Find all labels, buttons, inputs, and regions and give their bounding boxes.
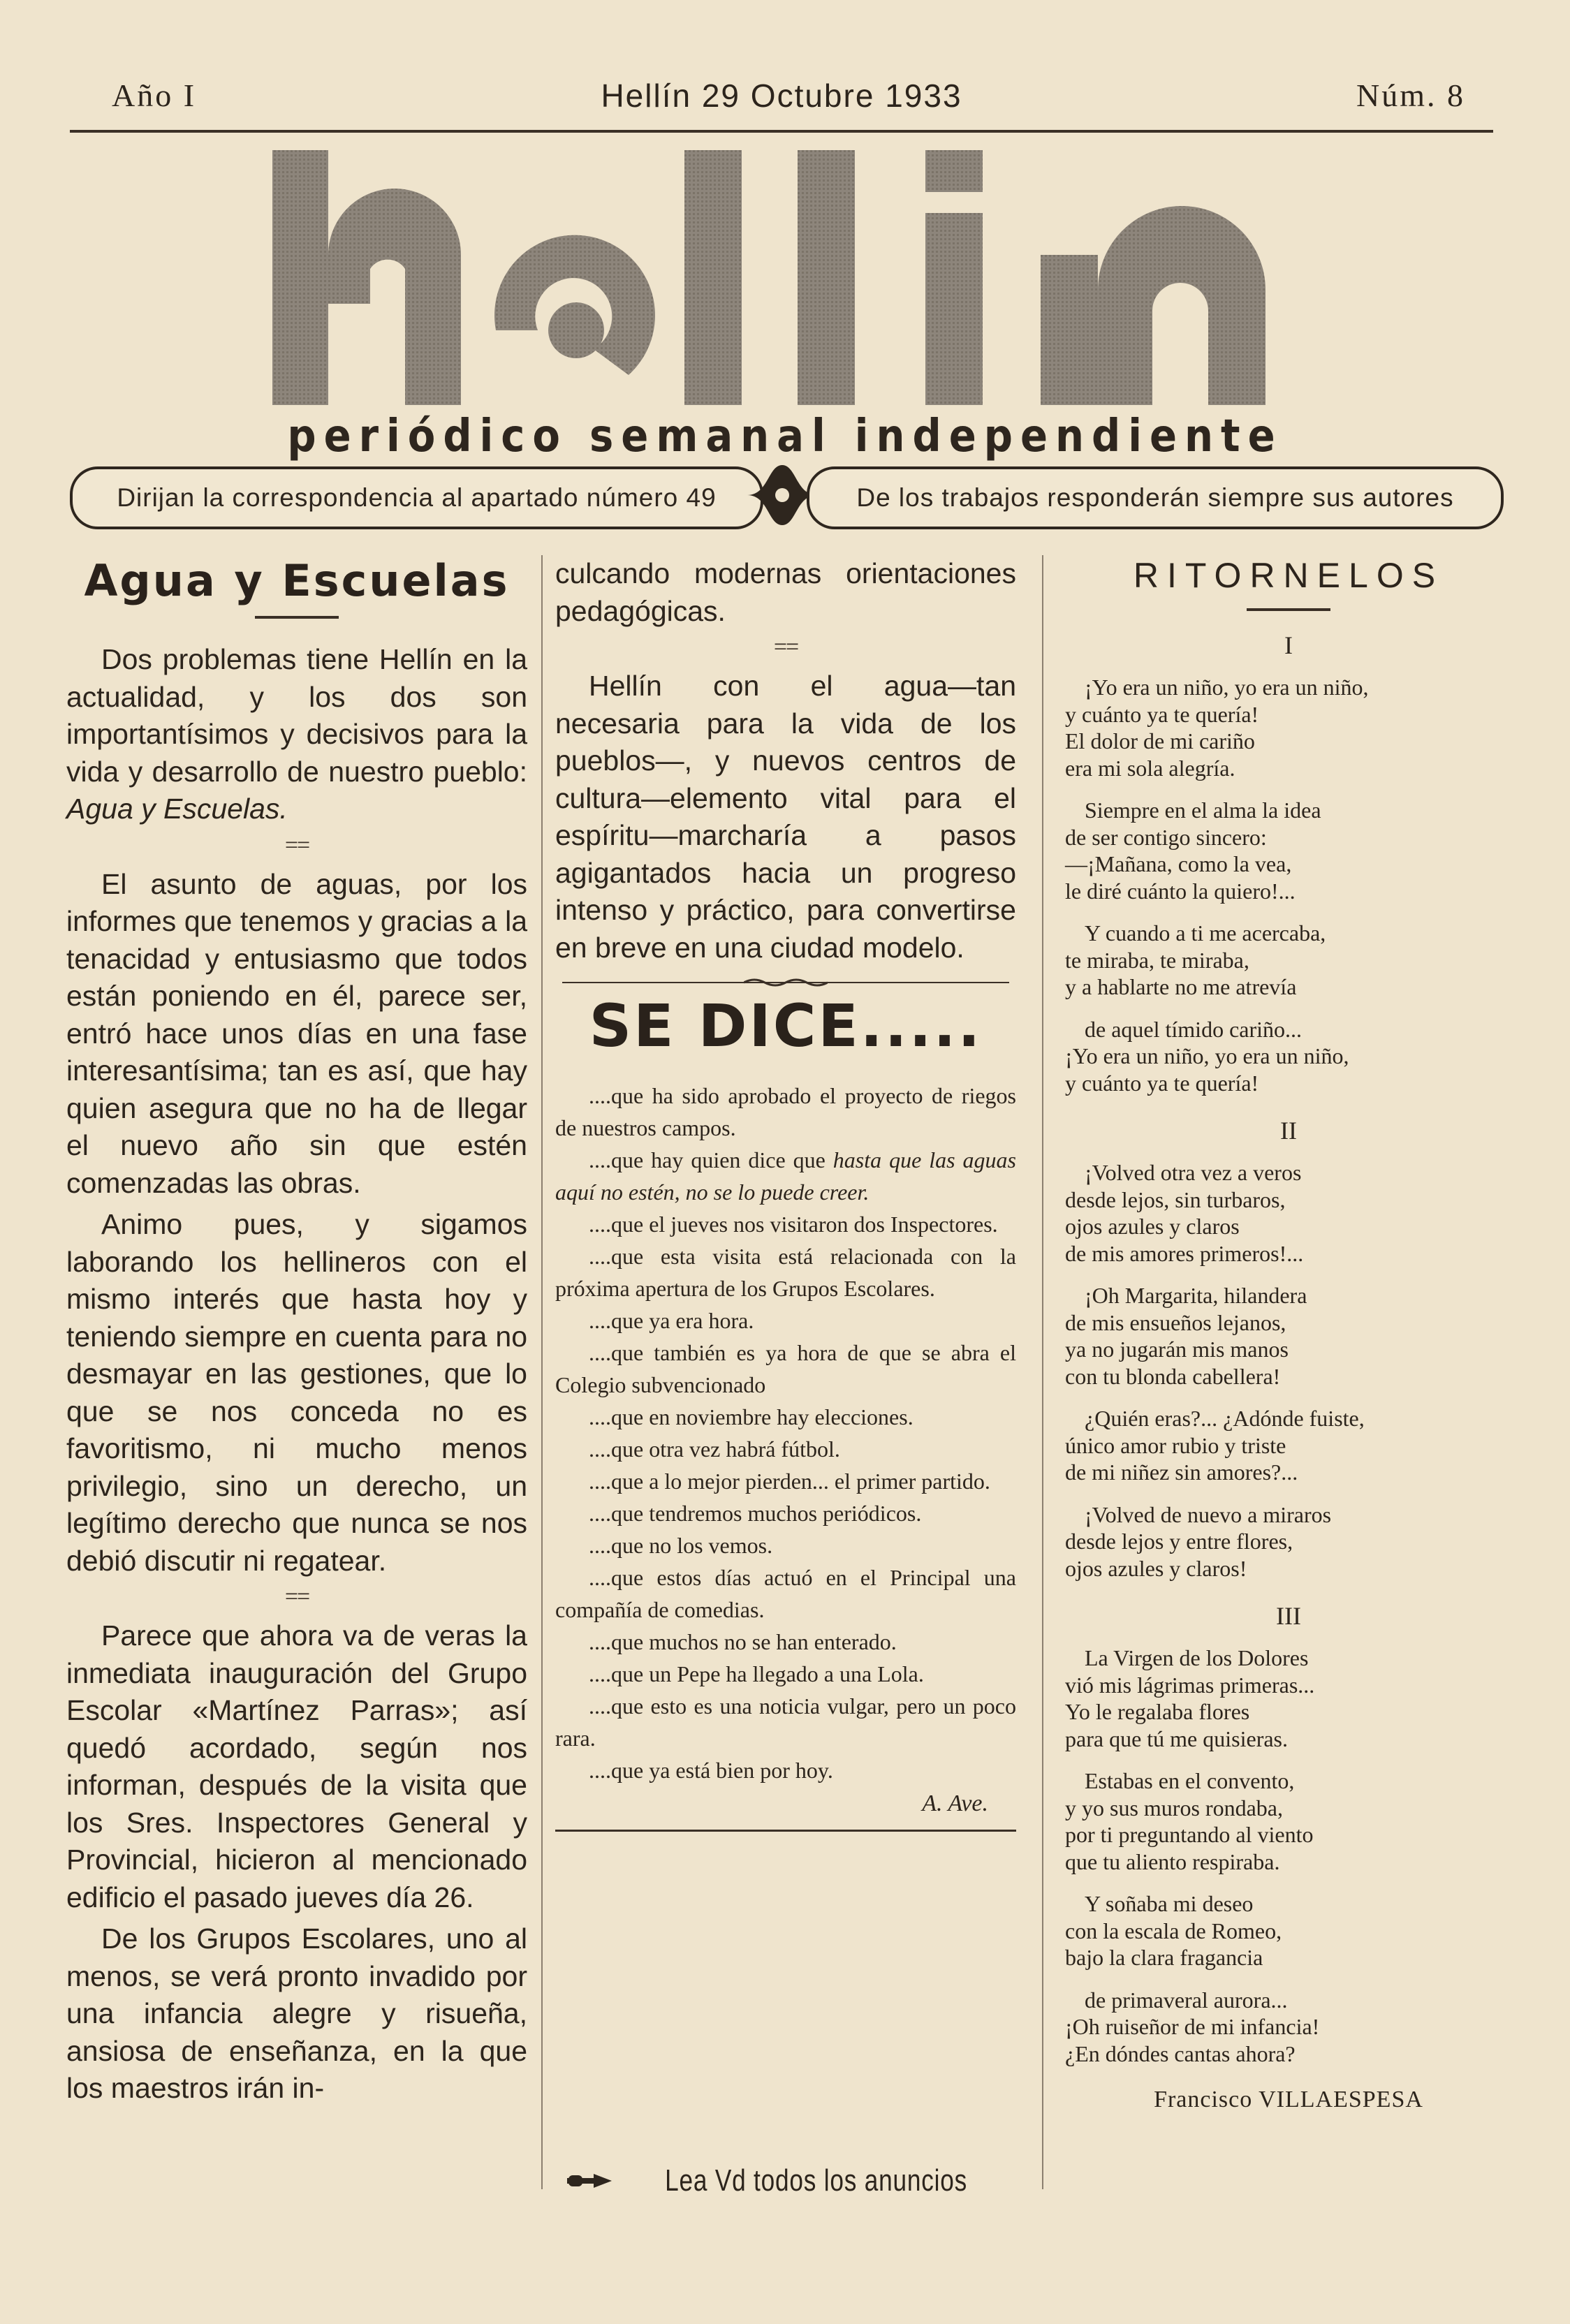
pointing-hand-icon bbox=[566, 2168, 615, 2193]
poem-line: El dolor de mi cariño bbox=[1065, 728, 1255, 753]
poem-line: le diré cuánto la quiero!... bbox=[1065, 878, 1296, 904]
se-dice-item bbox=[555, 1658, 1016, 1690]
se-dice-item bbox=[555, 1144, 1016, 1208]
se-dice-item bbox=[555, 1208, 1016, 1240]
poem-stanza bbox=[1065, 1645, 1512, 1752]
poem-line: ¡Yo era un niño, yo era un niño, bbox=[1085, 675, 1369, 700]
poem-line: ¡Volved de nuevo a miraros bbox=[1085, 1501, 1332, 1527]
se-dice-item bbox=[555, 1465, 1016, 1497]
item-text: ....que ha sido aprobado el proyecto de riegos de nuestros campos. bbox=[555, 1083, 1016, 1140]
column-agua-escuelas bbox=[66, 555, 527, 2112]
poem-line: y cuánto ya te quería! bbox=[1065, 1070, 1259, 1096]
article-paragraph: Hellín con el agua—tan necesaria para la vida de los pueblos—, y nuevos centros de cultura—elemento vital para el espíritu—marcharía a pasos agigantados hacia un progreso intenso y práctico, para convertirse en breve en una ciudad modelo. bbox=[555, 670, 1016, 964]
poem-line: Yo le regalaba flores bbox=[1065, 1699, 1250, 1724]
item-emphasis: hasta que las aguas aquí no estén, no se lo puede creer. bbox=[555, 1147, 1017, 1205]
poem-line: desde lejos y entre flores, bbox=[1065, 1529, 1293, 1554]
item-text: ....que no los vemos. bbox=[589, 1533, 773, 1558]
poem-stanza bbox=[1065, 920, 1512, 1001]
article-paragraph: De los Grupos Escolares, uno al menos, se verá pronto invadido por una infancia alegre y risueña, ansiosa de enseñanza, en la que los maestros irán in- bbox=[66, 1922, 527, 2104]
poem-line: Y soñaba mi deseo bbox=[1085, 1891, 1254, 1916]
poem-stanza bbox=[1065, 1890, 1512, 1971]
rule-ornament-icon bbox=[744, 977, 828, 988]
poem-line: con tu blonda cabellera! bbox=[1065, 1363, 1281, 1389]
se-dice-item bbox=[555, 1304, 1016, 1337]
poem-line: ojos azules y claros bbox=[1065, 1214, 1240, 1239]
separator: == bbox=[284, 1584, 309, 1610]
header-line bbox=[70, 77, 1493, 119]
separator: == bbox=[284, 832, 309, 858]
se-dice-item bbox=[555, 1433, 1016, 1465]
poem-line: La Virgen de los Dolores bbox=[1085, 1645, 1309, 1670]
poem-line: te miraba, te miraba, bbox=[1065, 947, 1249, 973]
poem-line: de mis ensueños lejanos, bbox=[1065, 1309, 1286, 1335]
poem-stanza bbox=[1065, 1405, 1512, 1486]
poem-line: ¿En dóndes cantas ahora? bbox=[1065, 2040, 1296, 2066]
item-text: ....que el jueves nos visitaron dos Inspectores. bbox=[589, 1212, 998, 1237]
item-text: ....que ya era hora. bbox=[589, 1308, 754, 1333]
masthead-letters bbox=[265, 150, 1292, 409]
item-text: ....que tendremos muchos periódicos. bbox=[589, 1501, 922, 1526]
article-paragraph: Parece que ahora va de veras la inmediata inauguración del Grupo Escolar «Martínez Parras»; así quedó acordado, según nos informan, después de la visita que los Sres. Inspectores General y Provincial, hicieron al mencionado edificio el pasado jueves día 26. bbox=[66, 1619, 527, 1913]
poem-line: de primaveral aurora... bbox=[1085, 1987, 1288, 2013]
poem-line: desde lejos, sin turbaros, bbox=[1065, 1186, 1286, 1212]
poem-stanza bbox=[1065, 674, 1512, 781]
issue-number: Núm. 8 bbox=[1356, 78, 1465, 113]
banner-correspondence: Dirijan la correspondencia al apartado número 49 bbox=[70, 466, 763, 529]
poem-line: ¡Oh ruiseñor de mi infancia! bbox=[1065, 2014, 1320, 2039]
poem-line: ¿Quién eras?... ¿Adónde fuiste, bbox=[1085, 1406, 1365, 1431]
item-text: ....que muchos no se han enterado. bbox=[589, 1629, 897, 1654]
poem-line: —¡Mañana, como la vea, bbox=[1065, 851, 1292, 876]
poem-line: ¡Volved otra vez a veros bbox=[1085, 1160, 1302, 1185]
poem-line: que tu aliento respiraba. bbox=[1065, 1848, 1280, 1874]
se-dice-item bbox=[555, 1240, 1016, 1304]
poem-line: para que tú me quisieras. bbox=[1065, 1726, 1288, 1751]
poem-section-numeral: II bbox=[1280, 1117, 1297, 1145]
poem-author: Francisco VILLAESPESA bbox=[1154, 2087, 1423, 2112]
se-dice-item bbox=[555, 1561, 1016, 1626]
poem-stanza bbox=[1065, 1987, 1512, 2068]
se-dice-item bbox=[555, 1626, 1016, 1658]
poem-stanza bbox=[1065, 1767, 1512, 1875]
column-ritornelos bbox=[1065, 555, 1512, 2113]
poem-body bbox=[1065, 631, 1512, 2067]
column-divider bbox=[541, 555, 543, 2189]
se-dice-title: SE DICE..... bbox=[589, 992, 983, 1060]
se-dice-item bbox=[555, 1690, 1016, 1754]
se-dice-signature: A. Ave. bbox=[922, 1790, 988, 1816]
ad-text: Lea Vd todos los anuncios bbox=[665, 2163, 968, 2198]
item-text: ....que otra vez habrá fútbol. bbox=[589, 1436, 840, 1462]
banner-authors: De los trabajos responderán siempre sus autores bbox=[807, 466, 1504, 529]
article-paragraph: El asunto de aguas, por los informes que tenemos y gracias a la tenacidad y entusiasmo que todos están poniendo en él, parece ser, entró hace unos días en una fase interesantísima; tan es así, que hay quien asegura que no ha de llegar el nuevo año sin que estén comenzadas las obras. bbox=[66, 867, 527, 1199]
article-title: Agua y Escuelas bbox=[84, 555, 510, 606]
se-dice-item bbox=[555, 1529, 1016, 1561]
title-rule bbox=[255, 616, 339, 619]
item-text: ....que ya está bien por hoy. bbox=[589, 1758, 833, 1783]
poem-stanza bbox=[1065, 1159, 1512, 1267]
poem-line: por ti preguntando al viento bbox=[1065, 1822, 1314, 1847]
masthead-logo bbox=[265, 150, 1292, 409]
se-dice-item bbox=[555, 1337, 1016, 1401]
poem-line: ¡Oh Margarita, hilandera bbox=[1085, 1283, 1307, 1308]
item-text: ....que en noviembre hay elecciones. bbox=[589, 1404, 914, 1429]
poem-line: de aquel tímido cariño... bbox=[1085, 1016, 1303, 1042]
se-dice-item bbox=[555, 1497, 1016, 1529]
poem-line: era mi sola alegría. bbox=[1065, 755, 1235, 781]
poem-stanza bbox=[1065, 1016, 1512, 1097]
poem-line: ya no jugarán mis manos bbox=[1065, 1337, 1289, 1362]
issue-year: Año I bbox=[112, 78, 197, 113]
poem-line: único amor rubio y triste bbox=[1065, 1432, 1286, 1458]
poem-line: Estabas en el convento, bbox=[1085, 1768, 1295, 1793]
poem-line: de mi niñez sin amores?... bbox=[1065, 1459, 1298, 1485]
article-paragraph: culcando modernas orientaciones pedagógicas. bbox=[555, 557, 1016, 627]
poem-line: con la escala de Romeo, bbox=[1065, 1918, 1282, 1943]
item-text: ....que estos días actuó en el Principal una compañía de comedias. bbox=[555, 1565, 1016, 1622]
poem-line: ojos azules y claros! bbox=[1065, 1555, 1247, 1581]
column-continuation bbox=[555, 555, 1016, 1832]
article-paragraph: Animo pues, y sigamos laborando los hellineros con el mismo interés que hasta hoy y teniendo siempre en cuenta para no desmayar en las gestiones, que lo que se nos conceda no es favoritismo, ni mucho menos privilegio, sino un derecho, un legítimo derecho que nunca se nos debió discutir ni regatear. bbox=[66, 1208, 527, 1577]
poem-line: de ser contigo sincero: bbox=[1065, 824, 1267, 850]
poem-section-numeral: I bbox=[1284, 631, 1293, 659]
item-text: ....que también es ya hora de que se abra el Colegio subvencionado bbox=[555, 1340, 1016, 1397]
section-rule bbox=[562, 982, 1009, 983]
poem-line: y cuánto ya te quería! bbox=[1065, 701, 1259, 727]
item-text: ....que esta visita está relacionada con la próxima apertura de los Grupos Escolares. bbox=[555, 1244, 1016, 1301]
item-text: ....que esto es una noticia vulgar, pero un poco rara. bbox=[555, 1693, 1016, 1751]
poem-line: vió mis lágrimas primeras... bbox=[1065, 1672, 1315, 1698]
poem-stanza bbox=[1065, 1282, 1512, 1390]
paragraph-text: Dos problemas tiene Hellín en la actualidad, y los dos son importantísimos y decisivos para la vida y desarrollo de nuestro pueblo: bbox=[66, 643, 527, 788]
poem-stanza bbox=[1065, 797, 1512, 904]
poem-line: y yo sus muros rondaba, bbox=[1065, 1795, 1283, 1821]
poem-section-numeral: III bbox=[1276, 1602, 1301, 1630]
poem-line: bajo la clara fragancia bbox=[1065, 1945, 1263, 1970]
poem-line: y a hablarte no me atrevía bbox=[1065, 974, 1297, 999]
poem-line: de mis amores primeros!... bbox=[1065, 1240, 1304, 1266]
issue-date: Hellín 29 Octubre 1933 bbox=[601, 78, 962, 114]
item-text: ....que a lo mejor pierden... el primer partido. bbox=[589, 1469, 990, 1494]
poem-line: Siempre en el alma la idea bbox=[1085, 797, 1321, 823]
title-rule bbox=[1247, 608, 1330, 611]
se-dice-item bbox=[555, 1401, 1016, 1433]
se-dice-item bbox=[555, 1080, 1016, 1144]
paragraph-emphasis: Agua y Escuelas. bbox=[66, 793, 288, 825]
separator: == bbox=[773, 634, 798, 660]
poem-stanza bbox=[1065, 1501, 1512, 1582]
header-rule bbox=[70, 130, 1493, 133]
section-rule bbox=[555, 1830, 1016, 1832]
item-text: ....que un Pepe ha llegado a una Lola. bbox=[589, 1661, 924, 1686]
article-paragraph bbox=[66, 641, 527, 828]
se-dice-list bbox=[555, 1080, 1016, 1786]
poem-line: Y cuando a ti me acercaba, bbox=[1085, 920, 1326, 946]
poem-line: ¡Yo era un niño, yo era un niño, bbox=[1065, 1043, 1349, 1068]
poem-title: RITORNELOS bbox=[1133, 556, 1444, 595]
masthead-subtitle: periódico semanal independiente bbox=[287, 411, 1283, 462]
ad-line bbox=[555, 2156, 1016, 2205]
column-divider bbox=[1042, 555, 1043, 2189]
item-text: ....que hay quien dice que bbox=[589, 1147, 833, 1172]
se-dice-item bbox=[555, 1754, 1016, 1786]
